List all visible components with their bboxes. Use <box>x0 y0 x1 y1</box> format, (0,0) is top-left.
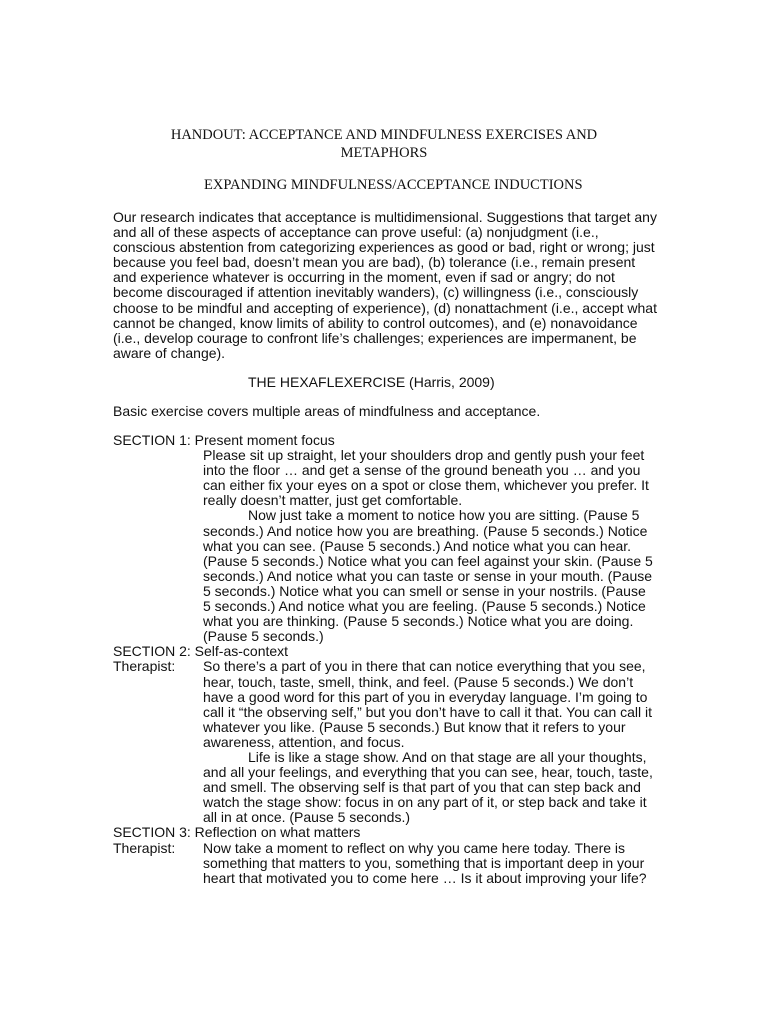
section-3-row <box>113 841 673 886</box>
handout-title <box>100 126 668 162</box>
section-1-paragraph-2: Now just take a moment to notice how you are sitting. (Pause 5 seconds.) And notice how you are breathing. (Pause 5 seconds.) Notice what you can see. (Pause 5 seconds.) And notice what you can hear. (Pause 5 seconds.) Notice what you can feel against your skin. (Pause 5 seconds.) And notice what you can taste or sense in your mouth. (Pause 5 seconds.) Notice what you can smell or sense in your nostrils. (Pause 5 seconds.) And notice what you are feeling. (Pause 5 seconds.) Notice what you are thinking. (Pause 5 seconds.) Notice what you are doing. (Pause 5 seconds.) <box>203 507 653 645</box>
handout-title-line-1: HANDOUT: ACCEPTANCE AND MINDFULNESS EXERCISES AND <box>170 127 598 143</box>
section-2-speaker-label: Therapist: <box>113 658 176 675</box>
section-3-heading: SECTION 3: Reflection on what matters <box>113 824 361 841</box>
section-2-paragraph-2: Life is like a stage show. And on that stage are all your thoughts, and all your feelings, and everything that you can see, hear, touch, taste, and smell. The observing self is that part of you that can step back and watch the stage show: focus in on any part of it, or step back and take it all in at once. (Pause 5 seconds.) <box>203 748 653 826</box>
exercise-body <box>113 433 673 886</box>
hexaflexercise-title: THE HEXAFLEXERCISE (Harris, 2009) <box>248 374 495 390</box>
section-3-paragraph-1: Now take a moment to reflect on why you came here today. There is something that matters to you, something that is important deep in your heart that motivated you to come here … Is it about improving your life? <box>203 839 647 886</box>
section-2-text <box>203 659 655 825</box>
intro-paragraph: Our research indicates that acceptance is multidimensional. Suggestions that target any and all of these aspects of acceptance can prove useful: (a) nonjudgment (i.e., conscious abstention from categorizing experiences as good or bad, right or wrong; just because you feel bad, doesn’t mean you are bad), (b) tolerance (i.e., remain present and experience whatever is occurring in the moment, even if sad or angry; do not become discouraged if attention inevitably wanders), (c) willingness (i.e., consciously choose to be mindful and accepting of experience), (d) nonattachment (i.e., accept what cannot be changed, know limits of ability to control outcomes), and (e) nonavoidance (i.e., develop courage to confront life’s challenges; experiences are impermanent, be aware of change). <box>113 209 657 361</box>
section-3-text <box>203 841 655 886</box>
section-subtitle: EXPANDING MINDFULNESS/ACCEPTANCE INDUCTIONS <box>204 177 583 193</box>
basic-exercise-note: Basic exercise covers multiple areas of mindfulness and acceptance. <box>113 403 541 419</box>
section-1-paragraph-1: Please sit up straight, let your shoulders drop and gently push your feet into the floor … and get a sense of the ground beneath you … and you can either fix your eyes on a spot or close them, whichever you prefer. It really doesn’t matter, just get comfortable. <box>203 447 649 509</box>
section-2-row <box>113 659 673 825</box>
section-1-heading: SECTION 1: Present moment focus <box>113 432 335 448</box>
section-2-paragraph-1: So there’s a part of you in there that can notice everything that you see, hear, touch, taste, smell, think, and feel. (Pause 5 seconds.) We don’t have a good word for this part of you in everyday language. I’m going to call it “the observing self,” but you don’t have to call it that. You can call it whatever you like. (Pause 5 seconds.) But know that it refers to your awareness, attention, and focus. <box>203 658 653 750</box>
handout-title-line-2: METAPHORS <box>340 145 428 161</box>
section-3-speaker-label: Therapist: <box>113 839 176 856</box>
section-2-heading: SECTION 2: Self-as-context <box>113 643 289 660</box>
